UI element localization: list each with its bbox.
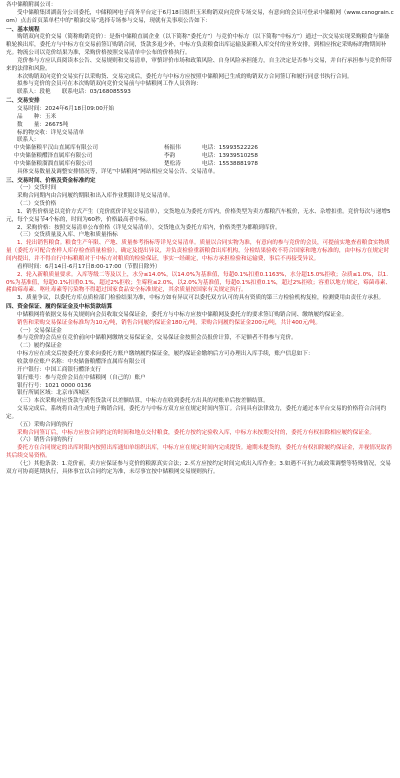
paragraph: 1、轮出销售粮食。粮食生产年限、产地、质量参考指标等详见交易清单。质量以合同实物为准，有意向的参与竞价的会员，可提前实地查看粮食实物质量（委托方可配合查样人库存检查质量检验），确定及提出异议，并负责检验重新粮食出库机构，分检结果验收不符合国家和地方标准的，由中标方在规定时间内提出，并不得自行中标粮粮对于中标方对粮质的检验保证，事实一经确定，中标方承担检验和运输费，事后不再接受异议。 (6, 240, 390, 262)
paragraph: 各中储粮附属公司： (6, 2, 57, 8)
paragraph: （二）交货价格 (17, 201, 57, 208)
contact-row (6, 145, 394, 153)
contact-row (6, 153, 394, 161)
contact-name: 李韵 (164, 153, 176, 160)
contact-phone: 电话：15993522226 (202, 145, 258, 152)
paragraph: 银行账号：参与竞价会员在中储粮网（自己的）账户 (17, 374, 146, 381)
paragraph: （五）采购合同的执行 (17, 421, 73, 428)
paragraph: 中标方应在成交后按委托方要求向委托方账户缴纳履约保证金，履约保证金缴纳后方可办理出入库手续，账户信息如下： (17, 351, 314, 358)
paragraph: 3、质量争议，以委托方库点质检部门检验结果为准，中标方如有异议可以委托双方认可的具有资质的第三方检验机构复检，检测费用由责任方承担。 (17, 295, 385, 302)
contact-name: 楚松涛 (164, 160, 181, 167)
paragraph: 交易时间：2024年6月18日09:00开始 (17, 105, 114, 112)
paragraph: 1、销售价格是以竞价方式产生（竞价底价详见交易清单），交货地点为委托方库内，价格类型为卖方都粮汽车板价，无水、杂增扣重。竞价每次与递增5元，每个交易节4个标的，时间为60秒，价格最高者中标。 (6, 208, 391, 223)
paragraph: 银行行号：1021 0000 0136 (17, 382, 92, 389)
section-heading: 三、交易时间、价格及资金标准约定 (6, 177, 96, 184)
paragraph: 联系人： (17, 137, 40, 144)
section-heading: 二、交易安排 (6, 98, 40, 105)
paragraph: 采购合同签订后，中标方应按合同约定的时间和地点交付粮食，委托方按约定验收入库，中标方未按期交付的，委托方有权扣除相应履约保证金。 (17, 429, 376, 436)
paragraph: 本次购销双向竞价交易实行以采购货、交易完成后，委托方与中标方应按照中储粮网已生成的购销双方合同签订和履行同意书执行合同。 (17, 73, 353, 80)
paragraph: 2、轮入新粮质量要求。入库等级二等及以上，水分≤14.0%，以14.0%为基准值，每超0.1%扣重0.1163%，水分超15.0%拒收；杂质≤1.0%，以1.0%为基准值，每超0.1%扣重0.1%，超过2%拒收；生霉粒≤2.0%，以2.0%为基准值，每超0.1%扣重0.1%，超过2%拒收；容重以地方规定，霉菌毒素、赭曲霉毒素、呕吐毒素等污染物不得超过国家食品安全标准规定，其余质量按国家有关规定执行。 (6, 271, 392, 294)
paragraph: （三）交货质量及入库、户地和质量指标 (17, 232, 118, 239)
paragraph: 拟参与竞价的会员可在本次购销双向竞价交易前与中储粮网工作人员咨询： (17, 81, 202, 88)
contact-name: 杨振伟 (164, 145, 181, 152)
paragraph: 具体交易数量及调整安排情况等，详见“中储粮网”网站相应交易公告、交易清单。 (17, 168, 219, 175)
paragraph: 购销双向竞价交易（简称购销竞价）：是指中储粮直属企业（以下简称“委托方”）与竞价中标方（以下简称“中标方”）通过一次交易实现采购粮食与储备粮轮换出库，委托方与中标方在交易前签订购销合同，货款多退少补，中标方负责粮食出库运输及新粮入库交付的业务安排，到相应指定采购标的物期间补充。物流公司以竞价结果为准，采购价格按照交易清单中公布的价格执行。 (6, 34, 390, 57)
paragraph: 中储粮网将依据交易有关规则向会员收取交易保证金，委托方与中标方应按中储粮网及委托方的要求签订购销合同、缴纳履约保证金。 (17, 311, 348, 318)
paragraph: 看样时间：6月14日-6月17日8:00-17:00（节假日除外） (17, 263, 161, 270)
paragraph: 竞价参与方应认真阅读本公告、交易规则和交易清单，审慎评价市场和政策风险、自身风险承担能力，自主决定是否参与交易，并自行承担参与竞价所带来的法律和风险。 (6, 57, 392, 72)
paragraph: （六）销售合同的执行 (17, 437, 73, 444)
paragraph: 标的物交收：详见交易清单 (17, 129, 85, 136)
contact-org: 中央储备粮平汉山直属库有限公司 (14, 145, 98, 152)
paragraph: 品 种：玉米 (17, 113, 57, 120)
section-heading: 四、资金保证、履约保证金及中标货款结算 (6, 304, 113, 311)
paragraph: 参与竞价的会员应在竞价前向中储粮网缴纳交易保证金，交易保证金按照会员报价计算，不足额者不得参与竞价。 (17, 335, 297, 342)
paragraph: 银行所属区域：北京市西城区 (17, 390, 90, 397)
paragraph: （七）其他条款：1.竞价前，卖方应保证参与竞价的粮源真实合法；2.买方应按约定时间完成出入库作业；3.如遇不可抗力或政策调整等特殊情况，交易双方可协商延期执行，具体事宜以合同约定为准，未尽事宜按中储粮网交易规则执行。 (6, 460, 392, 475)
paragraph: 委托方在合同规定的出库时限内按照出库通知单组织出库，中标方应在规定时间内完成提货。逾期未提货的，委托方有权扣除履约保证金，并视情况取消其后续交易资格。 (6, 445, 392, 460)
contact-org: 中央储备粮溜溜直属库有限公司 (14, 160, 93, 167)
paragraph: 2、采购价格：按照交易清单公布价格（详见交易清单），交货地点为委托方库内，价格类型为都粮到库价。 (17, 224, 281, 231)
contact-phone: 电话：13939510258 (202, 153, 258, 160)
section-heading: 一、基本规程 (6, 26, 40, 33)
paragraph: 采购合同期内由合同履约期限和出入库作业期限详见交易清单。 (17, 193, 174, 200)
paragraph: （三）本次采购对应货款与销售货款可以差额结算，中标方在收到委托方出具的对账单后按差额结算。 (17, 398, 269, 405)
paragraph: 开户银行：中国工商银行醴泽支行 (17, 366, 101, 373)
contact-org: 中央储备粮醴泽直属库有限公司 (14, 153, 93, 160)
contact-phone: 电话：15538881978 (202, 160, 258, 167)
paragraph: （二）履约保证金 (17, 343, 62, 350)
paragraph: （一）交易保证金 (17, 327, 62, 334)
paragraph: 销售和采购交易保证金标准均为10元/吨，销售合同履约保证金180元/吨，采购合同履约保证金200元/吨，共计400元/吨。 (17, 319, 322, 326)
paragraph: 受中储粮集团湖南分公司委托，中储粮网电子商务平台定于6月18日组织玉米购销双向竞价专场交易，有意向的会员可登录中储粮网（www.csnograin.com）点击首页菜单栏中的“粮油交易”选择专场参与交易，现就有关事项公告如下： (6, 9, 394, 24)
paragraph: （一）交货时间 (17, 185, 57, 192)
paragraph: 交易完成后，系统将自动生成电子购销合同，委托方与中标方双方应在规定时间内签订。合同具有法律效力，委托方通过本平台交易的价格符合合同约定。 (6, 406, 387, 420)
contact-row (6, 161, 394, 169)
paragraph: 数 量：26675吨 (17, 121, 69, 128)
paragraph: 收款单位账户名称：中央储备粮醴泽直属库有限公司 (17, 358, 146, 365)
paragraph: 联系人：段艳 联系电话：03/168085593 (17, 89, 131, 96)
